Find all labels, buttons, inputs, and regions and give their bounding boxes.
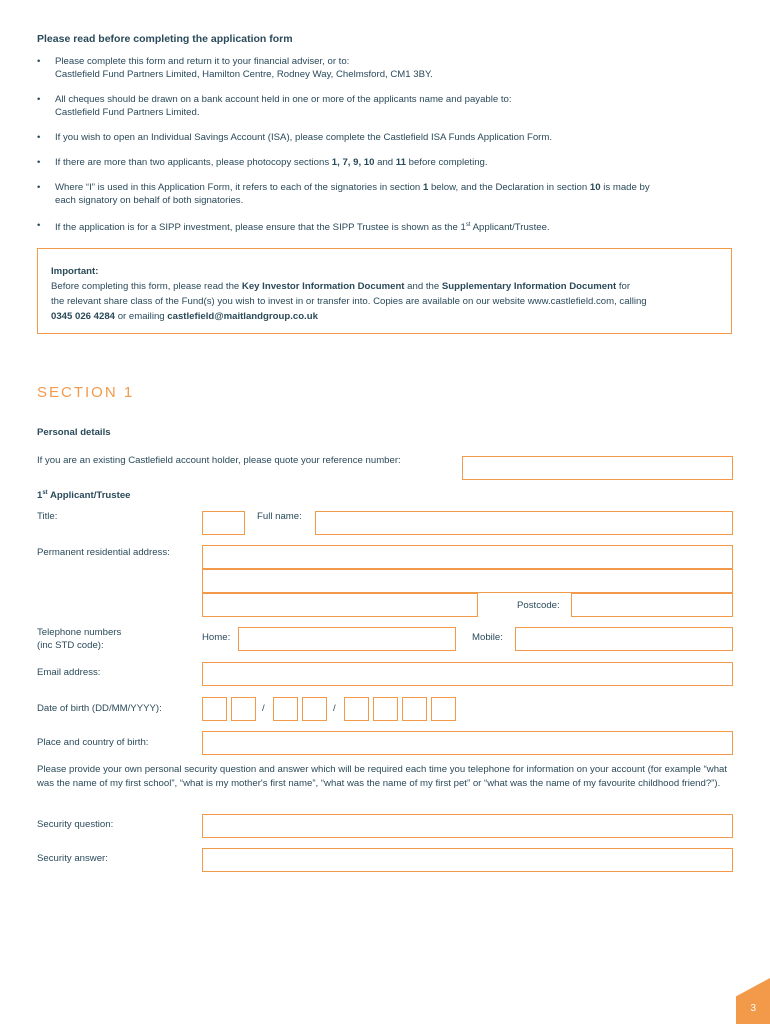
dob-month-digit-2[interactable] bbox=[302, 697, 327, 721]
applicant-heading bbox=[37, 490, 131, 501]
dob-label: Date of birth (DD/MM/YYYY): bbox=[37, 703, 162, 714]
ordinal-suffix: st bbox=[42, 490, 48, 496]
home-label: Home: bbox=[202, 632, 231, 643]
address-label: Permanent residential address: bbox=[37, 547, 170, 558]
intro-heading: Please read before completing the application form bbox=[37, 33, 293, 45]
instruction-text: • Please complete this form and return it to your financial adviser, or to: bbox=[55, 56, 350, 67]
dob-separator: / bbox=[262, 703, 265, 714]
instruction-text: • If you wish to open an Individual Savings Account (ISA), please complete the Castlefield ISA Funds Application Form. bbox=[55, 132, 553, 143]
telephone-label-line: (inc STD code): bbox=[37, 640, 104, 651]
contact-phone: 0345 026 4284 bbox=[51, 311, 116, 322]
page-corner-tab bbox=[736, 978, 770, 1024]
title-label: Title: bbox=[37, 511, 58, 522]
birthplace-input[interactable] bbox=[202, 731, 733, 755]
dob-day-digit-1[interactable] bbox=[202, 697, 227, 721]
email-input[interactable] bbox=[202, 662, 733, 686]
section-ref: 10 bbox=[589, 182, 601, 193]
home-phone-input[interactable] bbox=[238, 627, 456, 651]
email-label: Email address: bbox=[37, 667, 101, 678]
instruction-text: If the application is for a SIPP investment, please ensure that the SIPP Trustee is shown as the 1 bbox=[55, 222, 466, 234]
dob-year-digit-2[interactable] bbox=[373, 697, 398, 721]
important-text: or emailing bbox=[115, 311, 168, 322]
applicant-heading-text: Applicant/Trustee bbox=[47, 490, 131, 502]
address-line-1-input[interactable] bbox=[202, 545, 733, 569]
important-text: and the bbox=[404, 281, 442, 292]
telephone-label-line: Telephone numbers bbox=[37, 627, 122, 638]
reference-label: If you are an existing Castlefield account holder, please quote your reference number: bbox=[37, 455, 401, 466]
important-title: Important: bbox=[51, 266, 99, 277]
instruction-item bbox=[37, 93, 737, 119]
contact-email: castlefield@maitlandgroup.co.uk bbox=[167, 311, 318, 322]
title-input[interactable] bbox=[202, 511, 245, 535]
address-line-2-input[interactable] bbox=[202, 569, 733, 593]
fullname-label: Full name: bbox=[257, 511, 302, 522]
instruction-address: Castlefield Fund Partners Limited, Hamilton Centre, Rodney Way, Chelmsford, CM1 3BY. bbox=[55, 69, 433, 80]
section-ref: 11 bbox=[395, 157, 406, 168]
security-instructions: Please provide your own personal security question and answer which will be required each time you telephone for information on your account (for example “what was the name of my first school”, “what is my mother's first name”, “what was the name of my first pet” or “what was the name of my favourite childhood friend?”). bbox=[37, 764, 728, 789]
personal-details-heading: Personal details bbox=[37, 427, 111, 438]
instruction-payee: Castlefield Fund Partners Limited. bbox=[55, 107, 200, 118]
security-question-input[interactable] bbox=[202, 814, 733, 838]
sid-ref: Supplementary Information Document bbox=[441, 281, 617, 292]
instruction-text: If there are more than two applicants, please photocopy sections bbox=[55, 157, 332, 168]
instruction-item bbox=[37, 55, 737, 81]
page-number: 3 bbox=[750, 1003, 756, 1014]
section-refs: 1, 7, 9, 10 bbox=[331, 157, 375, 168]
instruction-text: is made by bbox=[600, 182, 650, 193]
instruction-item bbox=[37, 131, 737, 144]
dob-year-digit-1[interactable] bbox=[344, 697, 369, 721]
applicant-number: 1 bbox=[37, 490, 43, 502]
mobile-label: Mobile: bbox=[472, 632, 503, 643]
dob-year-digit-3[interactable] bbox=[402, 697, 427, 721]
postcode-label: Postcode: bbox=[517, 600, 560, 611]
instruction-text: each signatory on behalf of both signatories. bbox=[55, 195, 244, 206]
dob-month-digit-1[interactable] bbox=[273, 697, 298, 721]
instruction-text: before completing. bbox=[405, 157, 488, 168]
security-answer-input[interactable] bbox=[202, 848, 733, 872]
security-question-label: Security question: bbox=[37, 819, 114, 830]
instruction-text: and bbox=[374, 157, 396, 168]
important-text: for bbox=[616, 281, 631, 292]
instruction-item bbox=[37, 181, 737, 207]
important-notice bbox=[37, 248, 732, 334]
section-title: SECTION 1 bbox=[37, 384, 135, 401]
section-ref: 1 bbox=[422, 182, 429, 193]
instruction-text: • All cheques should be drawn on a bank account held in one or more of the applicants name and payable to: bbox=[55, 94, 512, 105]
security-answer-label: Security answer: bbox=[37, 853, 108, 864]
fullname-input[interactable] bbox=[315, 511, 733, 535]
ordinal-suffix: st bbox=[465, 222, 471, 228]
dob-day-digit-2[interactable] bbox=[231, 697, 256, 721]
postcode-input[interactable] bbox=[571, 593, 733, 617]
important-text: Before completing this form, please read the bbox=[51, 281, 242, 292]
instructions-list bbox=[37, 55, 737, 246]
dob-separator: / bbox=[333, 703, 336, 714]
telephone-label bbox=[37, 626, 121, 652]
instruction-text: Applicant/Trustee. bbox=[470, 222, 550, 234]
reference-number-input[interactable] bbox=[462, 456, 733, 480]
address-line-3-input[interactable] bbox=[202, 593, 478, 617]
instruction-item bbox=[37, 156, 737, 169]
dob-year-digit-4[interactable] bbox=[431, 697, 456, 721]
instruction-text: Where “I” is used in this Application Form, it refers to each of the signatories in section bbox=[55, 182, 423, 193]
birthplace-label: Place and country of birth: bbox=[37, 737, 149, 748]
instruction-item bbox=[37, 219, 737, 234]
mobile-phone-input[interactable] bbox=[515, 627, 733, 651]
instruction-text: below, and the Declaration in section bbox=[428, 182, 590, 193]
kiid-ref: Key Investor Information Document bbox=[241, 281, 405, 292]
important-text: the relevant share class of the Fund(s) you wish to invest in or transfer into. Copies are available on our website www.castlefield.com, calling bbox=[51, 296, 647, 307]
